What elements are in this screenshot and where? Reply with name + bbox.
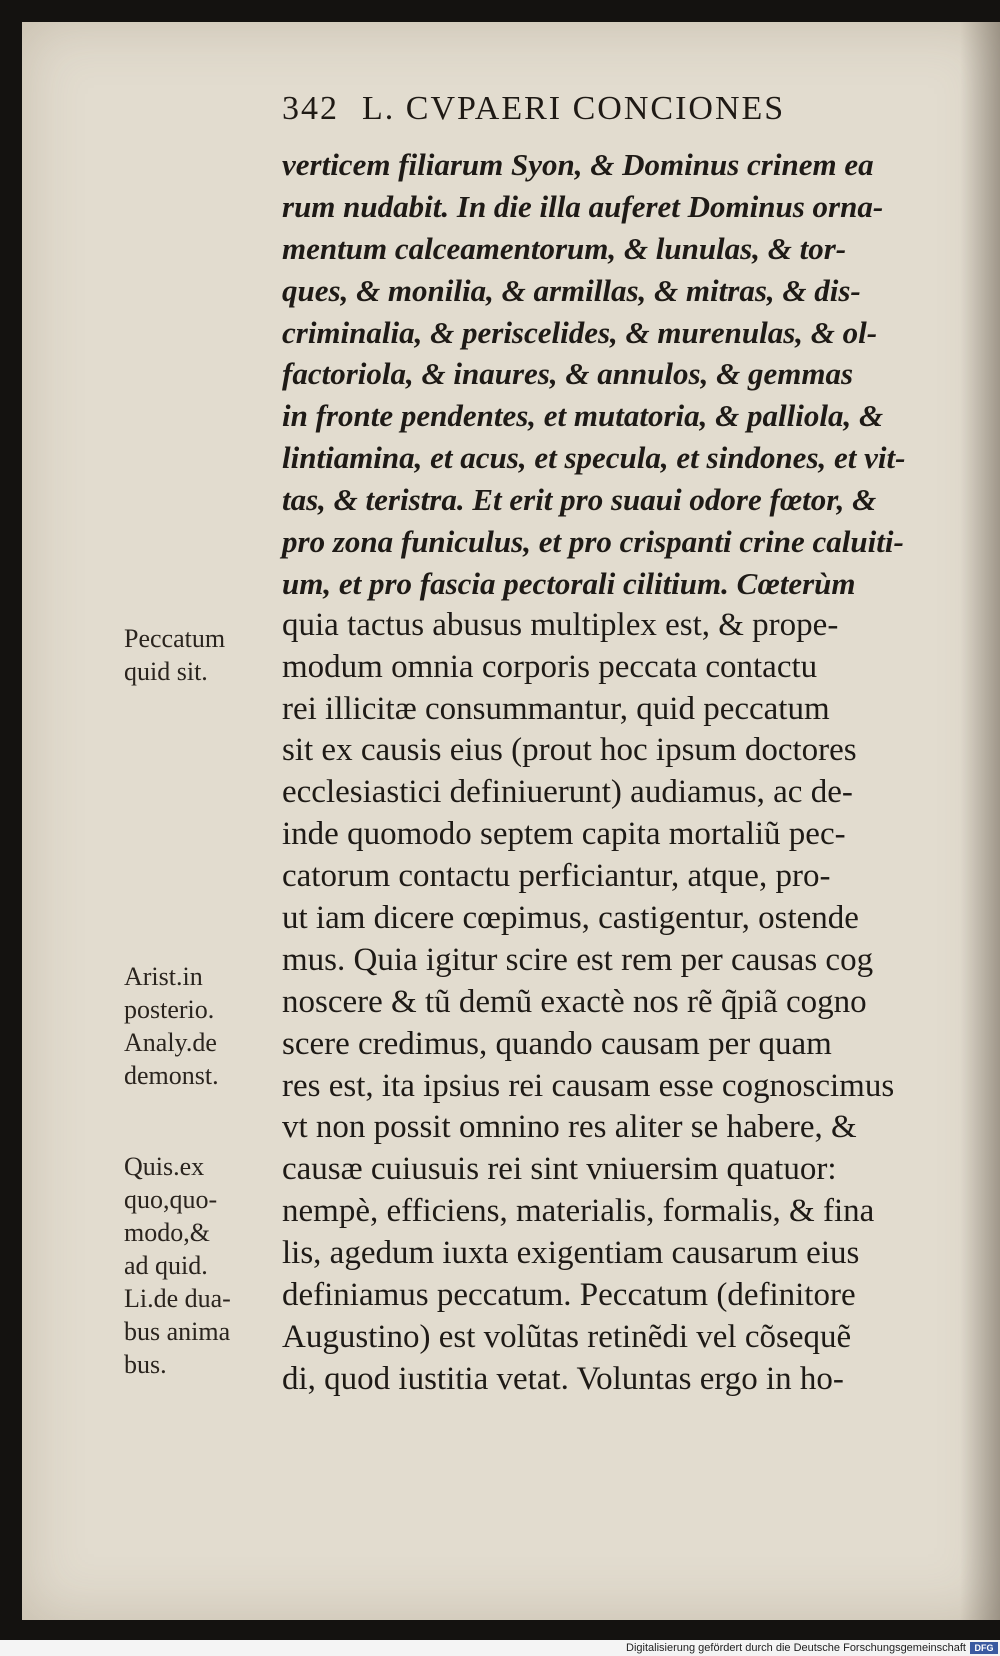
margin-note-line: Analy.de	[124, 1028, 217, 1057]
page-number: 342	[282, 90, 339, 127]
margin-note-line: bus anima	[124, 1317, 231, 1346]
text-line: factoriola, & inaures, & annulos, & gemmas	[282, 356, 854, 392]
margin-note-line: Arist.in	[124, 962, 203, 991]
margin-note-line: Peccatum	[124, 624, 226, 653]
text-line: causæ cuiusuis rei sint vniuersim quatuor:	[282, 1151, 837, 1188]
margin-note-line: Quis.ex	[124, 1152, 205, 1181]
running-title: L. CVPAERI CONCIONES	[362, 90, 786, 127]
text-line: tas, & teristra. Et erit pro suaui odore fœtor, &	[282, 482, 877, 518]
text-line: lintiamina, et acus, et specula, et sindones, et vit-	[282, 440, 906, 476]
margin-note-line: modo,&	[124, 1218, 210, 1247]
text-line: in fronte pendentes, et mutatoria, & palliola, &	[282, 398, 884, 434]
running-header	[282, 90, 882, 136]
margin-note-line: demonst.	[124, 1061, 219, 1090]
text-line: definiamus peccatum. Peccatum (definitore	[282, 1277, 856, 1314]
text-line: lis, agedum iuxta exigentiam causarum eius	[282, 1235, 860, 1272]
text-line: nempè, efficiens, materialis, formalis, & fina	[282, 1193, 875, 1230]
margin-note-line: quid sit.	[124, 657, 208, 686]
text-line: catorum contactu perficiantur, atque, pro-	[282, 858, 831, 895]
text-line: pro zona funiculus, et pro crispanti crine caluiti-	[282, 524, 904, 560]
text-line: ut iam dicere cœpimus, castigentur, ostende	[282, 900, 859, 937]
text-line: modum omnia corporis peccata contactu	[282, 648, 818, 685]
margin-note-aristotle	[124, 960, 219, 1092]
margin-note-line: ad quid.	[124, 1251, 208, 1280]
text-line: um, et pro fascia pectorali cilitium. Cœterùm	[282, 565, 856, 601]
text-line: verticem filiarum Syon, & Dominus crinem ea	[282, 147, 874, 182]
text-line: sit ex causis eius (prout hoc ipsum doctores	[282, 732, 857, 769]
margin-note-peccatum	[124, 622, 225, 688]
text-line: Augustino) est volũtas retinẽdi vel cõsequẽ	[282, 1318, 852, 1355]
margin-note-line: posterio.	[124, 995, 215, 1024]
text-line: noscere & tũ demũ exactè nos rẽ q̃piã cogno	[282, 983, 867, 1020]
text-line: di, quod iustitia vetat. Voluntas ergo in ho-	[282, 1360, 844, 1397]
funding-footer	[0, 1640, 1000, 1656]
body-text	[282, 144, 936, 1401]
text-line: vt non possit omnino res aliter se habere, &	[282, 1109, 857, 1146]
text-line: rum nudabit. In die illa auferet Dominus orna-	[282, 188, 884, 224]
dfg-logo-icon: DFG	[970, 1642, 998, 1654]
margin-note-line: quo,quo-	[124, 1185, 218, 1214]
text-line: scere credimus, quando causam per quam	[282, 1025, 832, 1062]
text-line: ques, & monilia, & armillas, & mitras, & dis-	[282, 272, 861, 308]
text-line: quia tactus abusus multiplex est, & prope-	[282, 606, 839, 643]
text-line: rei illicitæ consummantur, quid peccatum	[282, 690, 830, 727]
footer-credit: Digitalisierung gefördert durch die Deutsche Forschungsgemeinschaft	[626, 1642, 966, 1654]
text-line: mentum calceamentorum, & lunulas, & tor-	[282, 230, 847, 266]
margin-note-line: bus.	[124, 1350, 167, 1379]
text-line: inde quomodo septem capita mortaliũ pec-	[282, 816, 846, 853]
text-line: criminalia, & periscelides, & murenulas, & ol-	[282, 314, 878, 350]
text-line: res est, ita ipsius rei causam esse cognoscimus	[282, 1067, 895, 1104]
margin-note-line: Li.de dua-	[124, 1284, 231, 1313]
text-line: mus. Quia igitur scire est rem per causas cog	[282, 941, 874, 978]
margin-note-quis	[124, 1150, 231, 1381]
text-line: ecclesiastici definiuerunt) audiamus, ac de-	[282, 774, 853, 811]
